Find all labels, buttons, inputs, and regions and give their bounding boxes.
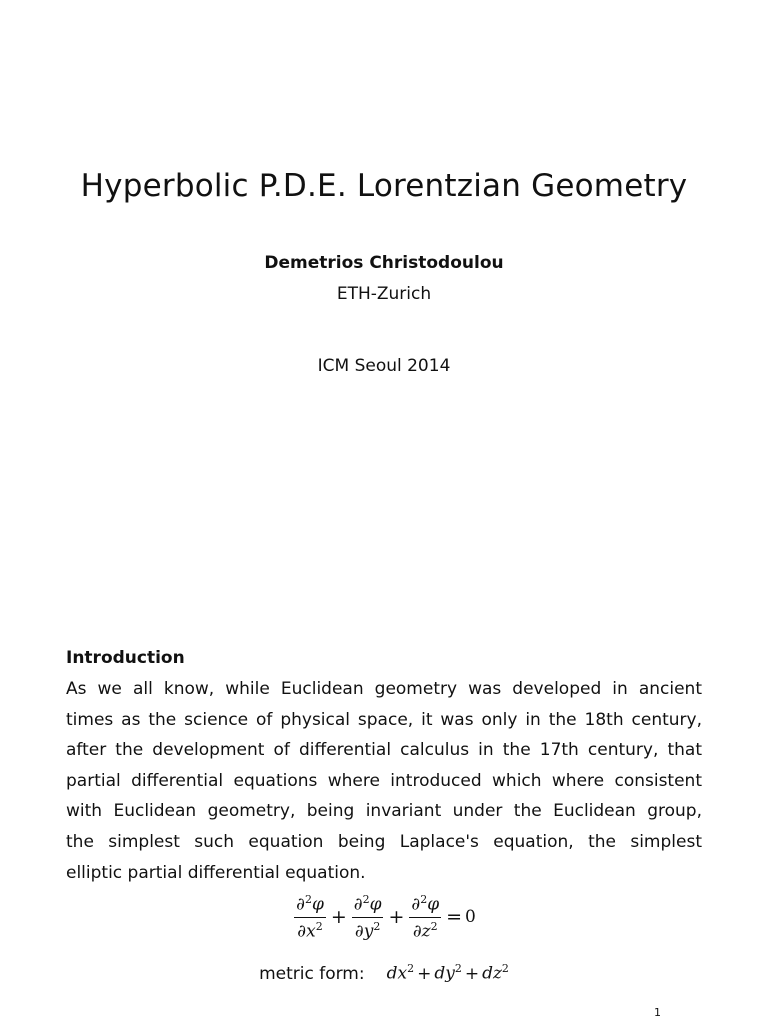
plus-sign: + <box>330 906 347 929</box>
page-number: 1 <box>654 1006 661 1019</box>
paragraph-line: times as the science of physical space, it was only in the 18th century, <box>66 709 702 730</box>
laplace-equation <box>0 893 768 941</box>
author-name: Demetrios Christodoulou <box>264 253 504 273</box>
equation-rhs: 0 <box>465 907 476 928</box>
paragraph-line: after the development of differential calculus in the 17th century, that <box>66 740 702 761</box>
metric-form <box>0 962 768 984</box>
section-heading: Introduction <box>66 648 185 668</box>
equals-sign: = <box>446 906 463 929</box>
paragraph-line: partial differential equations where introduced which where consistent <box>66 770 702 791</box>
paragraph-line: with Euclidean geometry, being invariant under the Euclidean group, <box>66 801 702 822</box>
fraction-term: $\frac{\partial^2\varphi}{\partial z^2}$ <box>411 893 440 942</box>
page-title: Hyperbolic P.D.E. Lorentzian Geometry <box>80 168 688 204</box>
venue: ICM Seoul 2014 <box>317 356 451 376</box>
paragraph-line: As we all know, while Euclidean geometry was developed in ancient <box>66 679 702 699</box>
paragraph-line: elliptic partial differential equation. <box>66 862 366 883</box>
fraction-term: $\frac{\partial^2\varphi}{\partial x^2}$ <box>296 893 324 942</box>
metric-expression: $dx^2 + dy^2 + dz^2$ <box>386 962 509 984</box>
fraction-term: $\frac{\partial^2\varphi}{\partial y^2}$ <box>353 893 382 942</box>
introduction-paragraph <box>66 674 702 888</box>
paragraph-line: the simplest such equation being Laplace's equation, the simplest <box>66 831 702 852</box>
affiliation: ETH-Zurich <box>336 284 432 304</box>
metric-label: metric form: <box>259 963 365 984</box>
plus-sign: + <box>388 906 405 929</box>
